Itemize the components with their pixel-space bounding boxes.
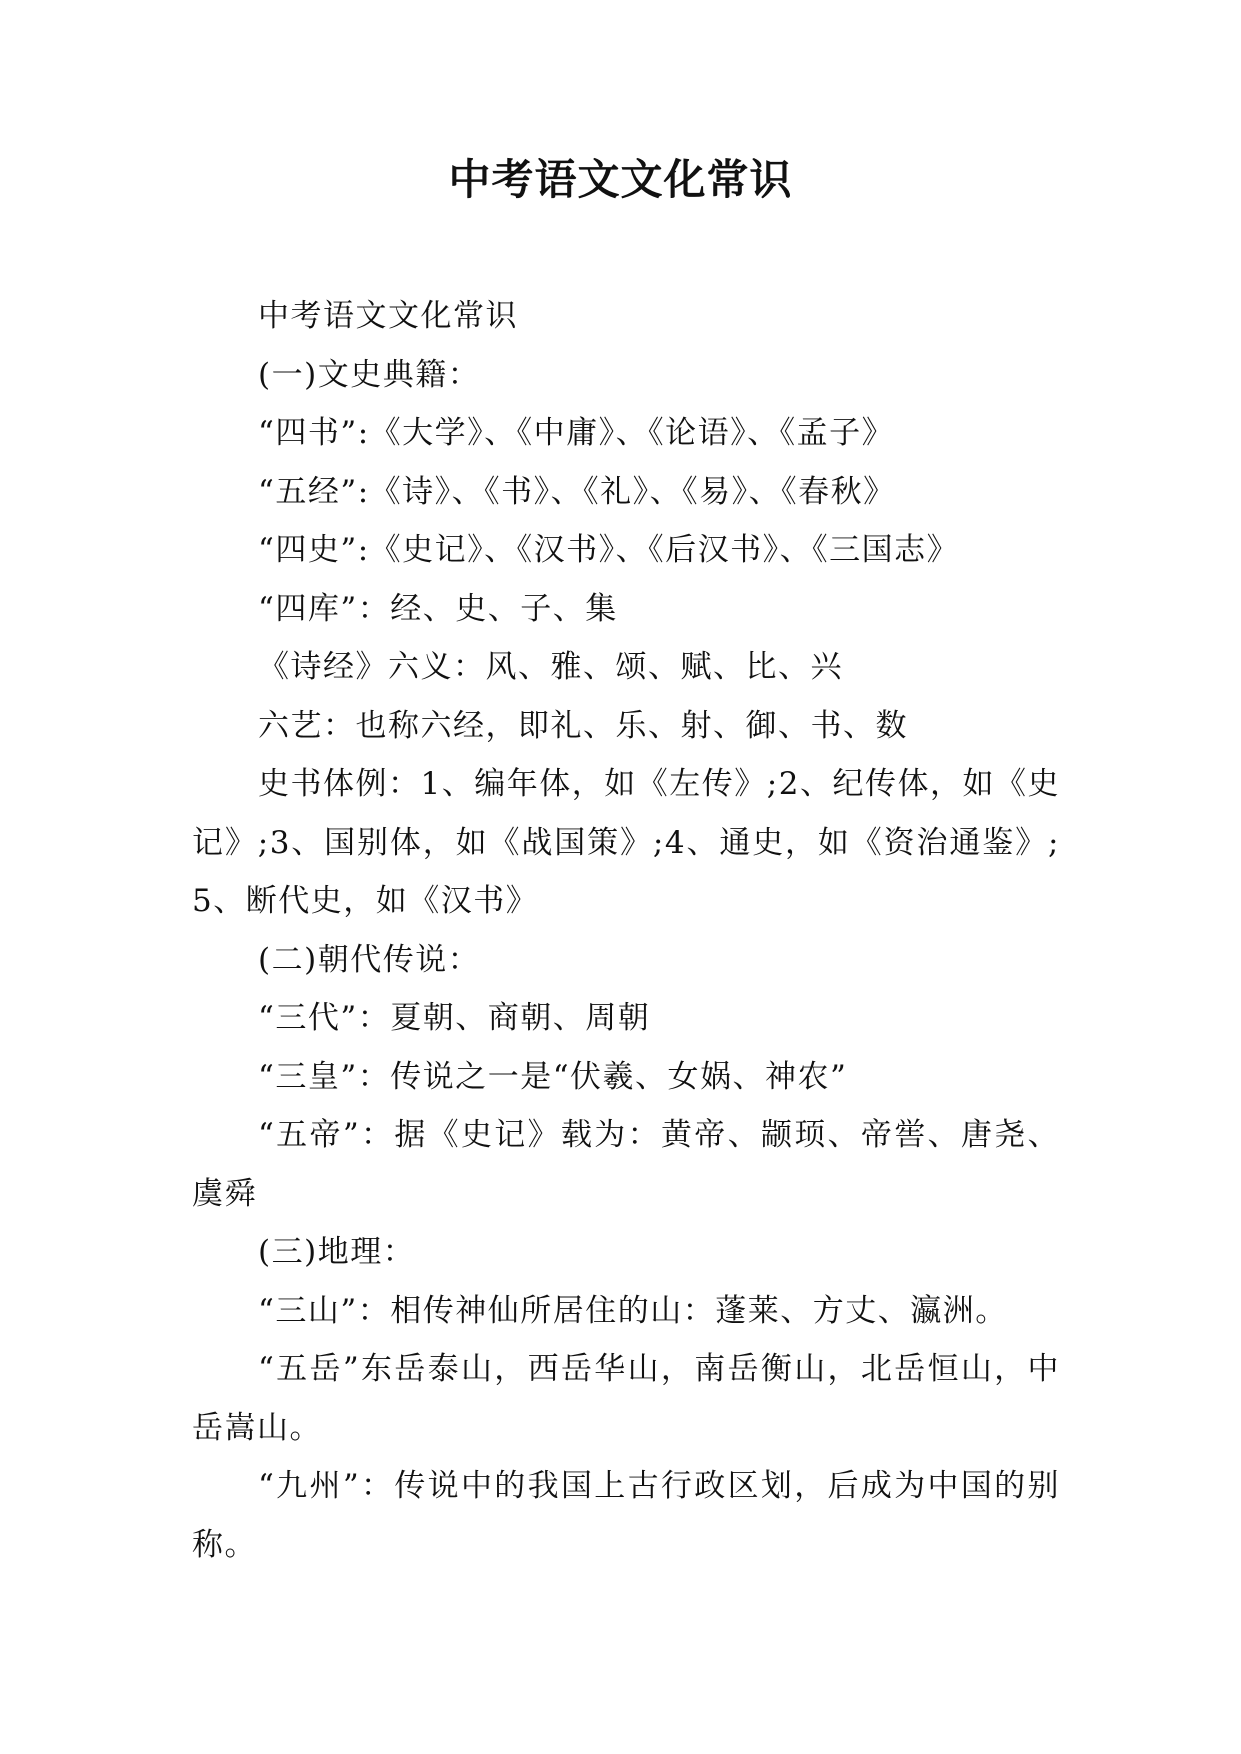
paragraph: 《诗经》六义：风、雅、颂、赋、比、兴 bbox=[258, 649, 843, 685]
paragraph: “四史”:《史记》、《汉书》、《后汉书》、《三国志》 bbox=[258, 532, 960, 568]
paragraph: “五帝”：据《史记》载为：黄帝、颛顼、帝喾、唐尧、虞舜 bbox=[192, 1117, 1060, 1212]
paragraph: 中考语文文化常识 bbox=[258, 298, 518, 334]
paragraph: “九州”：传说中的我国上古行政区划，后成为中国的别称。 bbox=[192, 1468, 1060, 1563]
paragraph: 史书体例：1、编年体，如《左传》;2、纪传体，如《史记》;3、国别体，如《战国策》;4、通史，如《资治通鉴》;5、断代史，如《汉书》 bbox=[192, 766, 1060, 919]
paragraph: “四库”：经、史、子、集 bbox=[258, 590, 618, 627]
paragraph: “三皇”：传说之一是“伏羲、女娲、神农” bbox=[258, 1058, 848, 1095]
document-body bbox=[192, 287, 1060, 1574]
paragraph: “三山”：相传神仙所居住的山：蓬莱、方丈、瀛洲。 bbox=[258, 1292, 1008, 1329]
paragraph: “五岳”东岳泰山，西岳华山，南岳衡山，北岳恒山，中岳嵩山。 bbox=[192, 1351, 1060, 1446]
document-title: 中考语文文化常识 bbox=[448, 155, 793, 204]
paragraph: “五经”:《诗》、《书》、《礼》、《易》、《春秋》 bbox=[258, 473, 896, 510]
paragraph: 六艺：也称六经，即礼、乐、射、御、书、数 bbox=[258, 707, 908, 744]
section-heading: (二)朝代传说： bbox=[258, 941, 481, 978]
section-heading: (一)文史典籍： bbox=[258, 356, 481, 393]
paragraph: “三代”：夏朝、商朝、周朝 bbox=[258, 1000, 651, 1036]
section-heading: (三)地理： bbox=[258, 1234, 416, 1270]
paragraph: “四书”:《大学》、《中庸》、《论语》、《孟子》 bbox=[258, 415, 895, 451]
